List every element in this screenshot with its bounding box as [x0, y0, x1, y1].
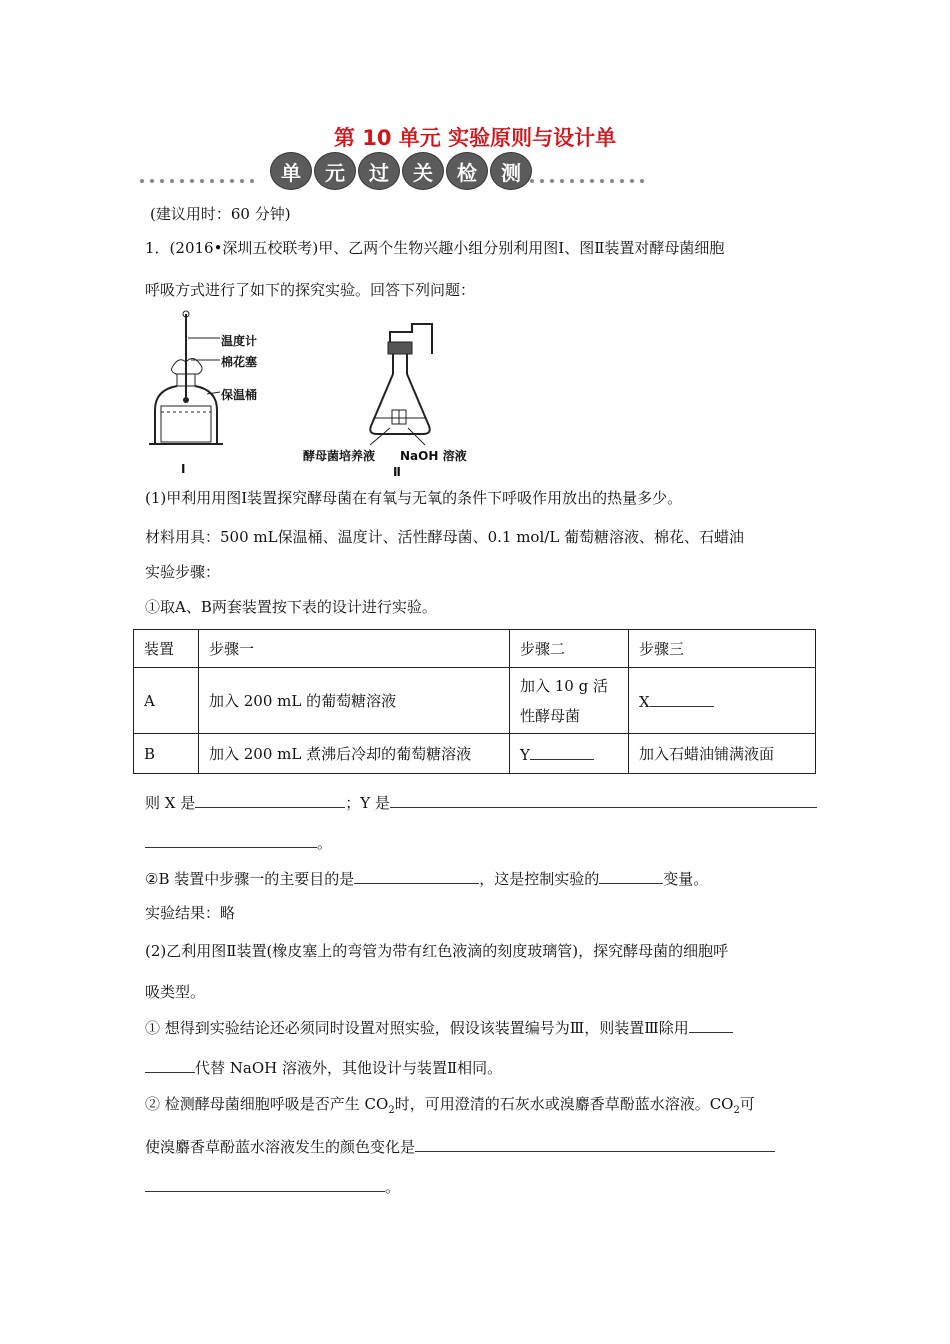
- period: 。: [385, 1178, 401, 1196]
- blank-y-answer[interactable]: [390, 792, 817, 808]
- blank-variable[interactable]: [599, 868, 663, 884]
- q2-1-text-a: ① 想得到实验结论还必须同时设置对照实验，假设该装置编号为Ⅲ，则装置Ⅲ除用: [145, 1019, 689, 1037]
- banner-char: 元: [314, 152, 356, 190]
- suggested-time: (建议用时：60 分钟): [150, 205, 291, 223]
- label-yeast-culture: 酵母菌培养液: [303, 449, 376, 463]
- table-cell: 加入 200 mL 的葡萄糖溶液: [199, 668, 510, 734]
- section-banner: [140, 152, 810, 188]
- part-2-question-1-continued: [145, 1057, 502, 1078]
- table-header: 步骤一: [199, 630, 510, 668]
- table-row: [134, 734, 816, 774]
- table-cell: 加入石蜡油铺满液面: [629, 734, 816, 774]
- blank-substitute-continued[interactable]: [145, 1057, 195, 1073]
- table-cell: 加入 200 mL 煮沸后冷却的葡萄糖溶液: [199, 734, 510, 774]
- banner-dots-right: [530, 168, 650, 172]
- q2-2-text-a: ② 检测酵母菌细胞呼吸是否产生 CO: [145, 1095, 389, 1113]
- q2-2-text-c: 可: [739, 1095, 755, 1113]
- experiment-result: 实验结果：略: [145, 904, 236, 922]
- part-2-question-2: [145, 1094, 755, 1121]
- blank-color-change-continued[interactable]: [145, 1176, 385, 1192]
- caption-figure-I: Ⅰ: [181, 462, 186, 476]
- table-row: [134, 668, 816, 734]
- table-cell-line: 加入 10 g 活: [520, 676, 608, 695]
- blank-y-answer-continued[interactable]: [145, 832, 317, 848]
- label-naoh-solution: NaOH 溶液: [400, 449, 467, 463]
- banner-dots-left: [140, 168, 260, 172]
- table-header: 步骤二: [510, 630, 629, 668]
- q1-2-text-a: ②B 装置中步骤一的主要目的是: [145, 870, 355, 888]
- q2-2-text-d: 使溴麝香草酚蓝水溶液发生的颜色变化是: [145, 1138, 416, 1156]
- subscript-2: 2: [733, 1105, 740, 1116]
- x-label: X: [639, 692, 650, 711]
- blank-y-cell[interactable]: [530, 744, 594, 760]
- question-1-line-1: 1．(2016•深圳五校联考)甲、乙两个生物兴趣小组分别利用图Ⅰ、图Ⅱ装置对酵母菌细胞: [145, 239, 725, 257]
- table-cell: [629, 668, 816, 734]
- answer-1-continued: [145, 832, 332, 853]
- q1-2-text-b: ，这是控制实验的: [479, 870, 600, 888]
- q1-2-text-c: 变量。: [663, 870, 709, 888]
- part-2-question-1: [145, 1017, 733, 1038]
- table-header: 步骤三: [629, 630, 816, 668]
- figure-II-pointer-lines: [360, 420, 440, 450]
- table-header: 装置: [134, 630, 199, 668]
- label-thermos-bucket: 保温桶: [221, 388, 258, 402]
- question-1-line-2: 呼吸方式进行了如下的探究实验。回答下列问题：: [145, 281, 476, 299]
- blank-substitute[interactable]: [689, 1017, 733, 1033]
- page-title: 第 10 单元 实验原则与设计单: [333, 126, 617, 150]
- banner-char: 单: [270, 152, 312, 190]
- answer-1-line: [145, 792, 817, 813]
- step-1: ①取A、B两套装置按下表的设计进行实验。: [145, 598, 437, 616]
- blank-color-change[interactable]: [415, 1136, 775, 1152]
- materials-line: 材料用具：500 mL保温桶、温度计、活性酵母菌、0.1 mol/L 葡萄糖溶液、棉花、石蜡油: [145, 528, 745, 546]
- steps-label: 实验步骤：: [145, 563, 221, 581]
- figure-I-thermos-apparatus: [145, 308, 285, 478]
- table-cell: [510, 734, 629, 774]
- banner-char: 测: [490, 152, 532, 190]
- table-row: [134, 630, 816, 668]
- blank-x-cell[interactable]: [650, 691, 714, 707]
- part-2-question-2-continued: [145, 1136, 775, 1157]
- y-label: Y: [520, 745, 530, 764]
- label-cotton-plug: 棉花塞: [221, 355, 258, 369]
- subscript-2: 2: [388, 1105, 395, 1116]
- banner-char: 过: [358, 152, 400, 190]
- banner-char: 关: [402, 152, 444, 190]
- period: 。: [317, 834, 333, 852]
- label-thermometer: 温度计: [221, 334, 258, 348]
- table-cell-line: 性酵母菌: [520, 706, 581, 725]
- table-cell: A: [134, 668, 199, 734]
- q2-2-text-b: 时，可用澄清的石灰水或溴麝香草酚蓝水溶液。CO: [394, 1095, 734, 1113]
- question-1-2: [145, 868, 708, 889]
- blank-purpose[interactable]: [354, 868, 479, 884]
- part-2-line-1: (2)乙利用图Ⅱ装置(橡皮塞上的弯管为带有红色液滴的刻度玻璃管)，探究酵母菌的细胞呼: [145, 942, 729, 960]
- table-cell: B: [134, 734, 199, 774]
- part-2-question-2-end: [145, 1176, 400, 1197]
- q2-1-text-b: 代替 NaOH 溶液外，其他设计与装置Ⅱ相同。: [195, 1059, 503, 1077]
- x-answer-label: 则 X 是: [145, 794, 196, 812]
- caption-figure-II: Ⅱ: [393, 465, 401, 479]
- banner-char: 检: [446, 152, 488, 190]
- part-1-intro: (1)甲利用用图Ⅰ装置探究酵母菌在有氧与无氧的条件下呼吸作用放出的热量多少。: [145, 489, 683, 507]
- experiment-table: [133, 629, 816, 774]
- y-answer-label: ；Y 是: [345, 794, 390, 812]
- table-cell: [510, 668, 629, 734]
- part-2-line-2: 吸类型。: [145, 983, 206, 1001]
- blank-x-answer[interactable]: [195, 792, 345, 808]
